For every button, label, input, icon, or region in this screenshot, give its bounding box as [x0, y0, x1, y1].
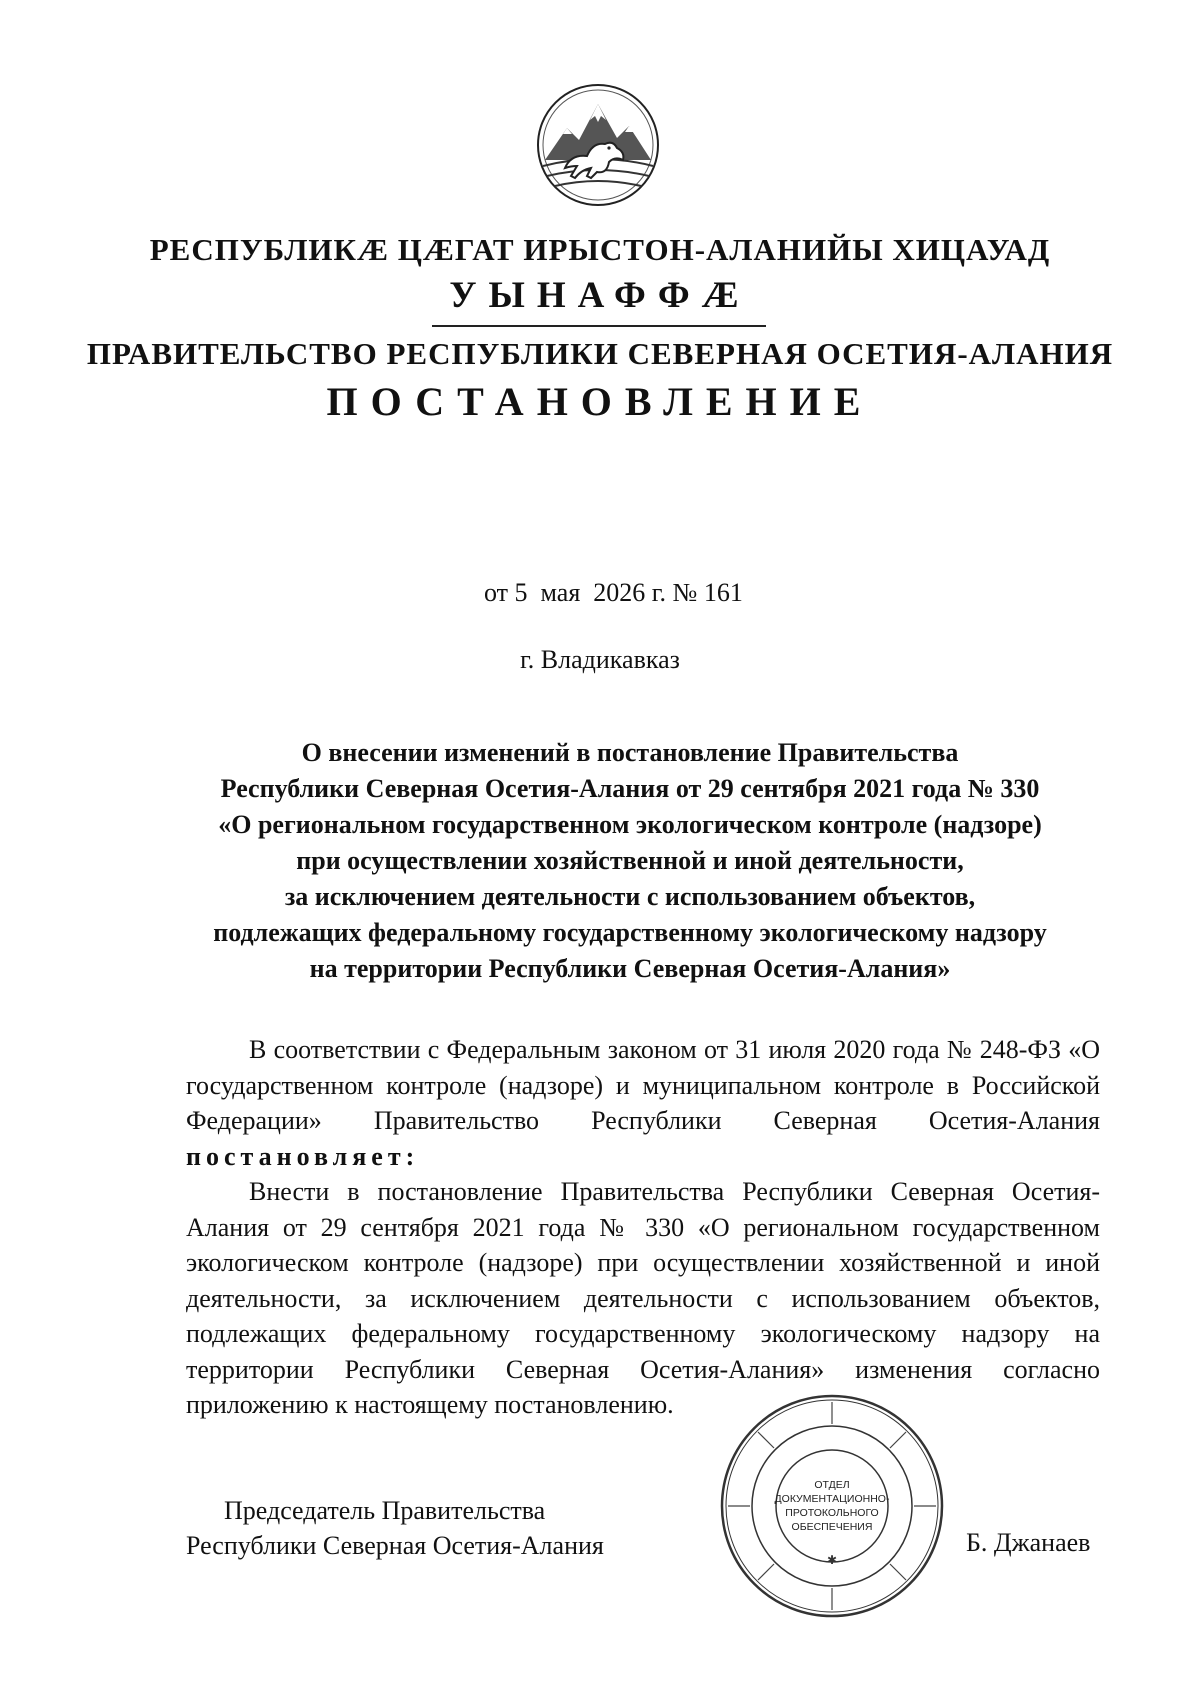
seal-line: ОТДЕЛ: [814, 1479, 850, 1491]
document-title: [150, 735, 1110, 987]
coat-of-arms-emblem: [535, 82, 661, 208]
operative-paragraph: Внести в постановление Правительства Республики Северная Осетия-Алания от 29 сентября 2021 года № 330 «О региональном государственном экологическом контроле (надзоре) при осуществлении хозяйственной и иной деятельности, за исключением деятельности с использованием объектов, подлежащих федеральному государственному экологическому надзору на территории Республики Северная Осетия-Алания» изменения согласно приложению к настоящему постановлению.: [186, 1177, 1100, 1419]
title-line: О внесении изменений в постановление Правительства: [301, 738, 959, 767]
seal-line: ПРОТОКОЛЬНОГО: [785, 1507, 879, 1519]
signer-name: Б. Джанаев: [966, 1528, 1091, 1557]
russian-document-type: ПОСТАНОВЛЕНИЕ: [326, 379, 874, 424]
ossetian-document-type: УЫНАФФӔ: [449, 275, 751, 316]
preamble-paragraph: [186, 1032, 1100, 1174]
signer-position-line: Председатель Правительства: [224, 1496, 546, 1525]
seal-line: ДОКУМЕНТАЦИОННО-: [774, 1493, 890, 1505]
signer-position-line: Республики Северная Осетия-Алания: [186, 1531, 604, 1560]
title-line: Республики Северная Осетия-Алания от 29 сентября 2021 года № 330: [220, 774, 1040, 803]
official-seal: [718, 1392, 946, 1620]
title-line: подлежащих федеральному государственному экологическому надзору: [213, 918, 1047, 947]
date-and-number: от 5 мая 2026 г. № 161: [484, 578, 743, 607]
russian-government-name: ПРАВИТЕЛЬСТВО РЕСПУБЛИКИ СЕВЕРНАЯ ОСЕТИЯ-АЛАНИЯ: [86, 336, 1114, 371]
city: г. Владикавказ: [520, 645, 680, 674]
header-divider: [432, 325, 766, 327]
title-line: на территории Республики Северная Осетия-Алания»: [309, 954, 951, 983]
seal-line: ОБЕСПЕЧЕНИЯ: [791, 1521, 873, 1533]
preamble-text: В соответствии с Федеральным законом от 31 июля 2020 года № 248-ФЗ «О государственном контроле (надзоре) и муниципальном контроле в Российской Федерации» Правительство Республики Северная Осетия-Алания: [186, 1035, 1100, 1135]
ossetian-government-name: РЕСПУБЛИКӔ ЦӔГАТ ИРЫСТОН-АЛАНИЙЫ ХИЦАУАД: [149, 232, 1051, 267]
signer-position: [186, 1493, 604, 1563]
title-line: при осуществлении хозяйственной и иной деятельности,: [296, 846, 964, 875]
title-line: «О региональном государственном экологическом контроле (надзоре): [218, 810, 1042, 839]
title-line: за исключением деятельности с использованием объектов,: [284, 882, 976, 911]
svg-text:✱: ✱: [826, 1553, 838, 1567]
document-body: [186, 1032, 1100, 1423]
decree-verb: постановляет:: [186, 1141, 420, 1171]
